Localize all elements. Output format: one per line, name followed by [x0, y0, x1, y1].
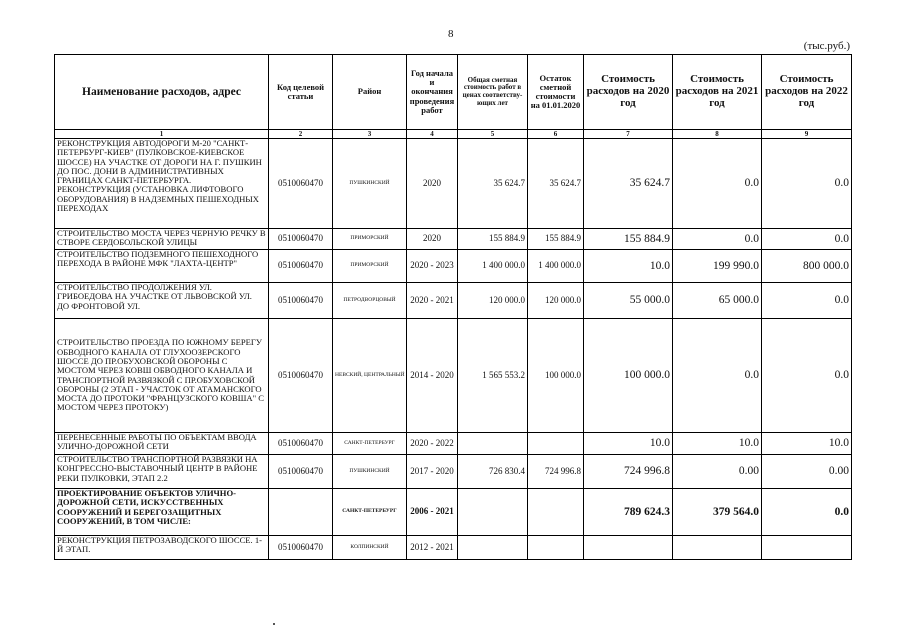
row-2021: 10.0	[673, 433, 762, 455]
header-remainder: Остаток сметной стоимости на 01.01.2020	[528, 55, 584, 130]
row-remainder: 724 996.8	[528, 455, 584, 489]
row-remainder	[528, 433, 584, 455]
row-years: 2006 - 2021	[407, 489, 458, 536]
table-row	[55, 433, 852, 455]
column-number: 7	[584, 130, 673, 139]
row-name: СТРОИТЕЛЬСТВО МОСТА ЧЕРЕЗ ЧЕРНУЮ РЕЧКУ В СТВОРЕ СЕРДОБОЛЬСКОЙ УЛИЦЫ	[55, 229, 269, 250]
row-code: 0510060470	[269, 433, 333, 455]
row-district: ПРИМОРСКИЙ	[333, 229, 407, 250]
row-years: 2012 - 2021	[407, 536, 458, 560]
row-years: 2020 - 2023	[407, 250, 458, 283]
row-name: СТРОИТЕЛЬСТВО ПРОДОЛЖЕНИЯ УЛ. ГРИБОЕДОВА НА УЧАСТКЕ ОТ ЛЬВОВСКОЙ УЛ. ДО ФРОНТОВОЙ УЛ.	[55, 283, 269, 319]
row-remainder: 155 884.9	[528, 229, 584, 250]
row-district: КОЛПИНСКИЙ	[333, 536, 407, 560]
row-2020: 724 996.8	[584, 455, 673, 489]
row-2022: 0.0	[762, 319, 852, 433]
row-code: 0510060470	[269, 139, 333, 229]
row-code: 0510060470	[269, 455, 333, 489]
row-district: ПУШКИНСКИЙ	[333, 139, 407, 229]
row-2021: 379 564.0	[673, 489, 762, 536]
row-name: СТРОИТЕЛЬСТВО ПОДЗЕМНОГО ПЕШЕХОДНОГО ПЕРЕХОДА В РАЙОНЕ МФК "ЛАХТА-ЦЕНТР"	[55, 250, 269, 283]
column-number: 4	[407, 130, 458, 139]
row-name: РЕКОНСТРУКЦИЯ ПЕТРОЗАВОДСКОГО ШОССЕ. 1-Й ЭТАП.	[55, 536, 269, 560]
row-district: НЕВСКИЙ, ЦЕНТРАЛЬНЫЙ	[333, 319, 407, 433]
row-2020: 55 000.0	[584, 283, 673, 319]
row-district: САНКТ-ПЕТЕРБУРГ	[333, 489, 407, 536]
header-2021: Стоимость расходов на 2021 год	[673, 55, 762, 130]
row-total-cost: 35 624.7	[458, 139, 528, 229]
row-total-cost	[458, 489, 528, 536]
column-number: 2	[269, 130, 333, 139]
row-code: 0510060470	[269, 536, 333, 560]
row-2021: 199 990.0	[673, 250, 762, 283]
row-years: 2020 - 2022	[407, 433, 458, 455]
row-years: 2020	[407, 139, 458, 229]
row-2020: 10.0	[584, 250, 673, 283]
row-2020: 10.0	[584, 433, 673, 455]
row-remainder	[528, 536, 584, 560]
row-2020: 100 000.0	[584, 319, 673, 433]
table-row	[55, 250, 852, 283]
row-name: СТРОИТЕЛЬСТВО ПРОЕЗДА ПО ЮЖНОМУ БЕРЕГУ ОБВОДНОГО КАНАЛА ОТ ГЛУХООЗЕРСКОГО ШОССЕ ДО ПР.ОБУХОВСКОЙ ОБОРОНЫ С МОСТОМ ЧЕРЕЗ КОВШ ОБВОДНОГО КАНАЛА И ТРАНСПОРТНОЙ РАЗВЯЗКОЙ С ПР.ОБУХОВСКОЙ ОБОРОНЫ (2 ЭТАП - УЧАСТОК ОТ АТАМАНСКОГО МОСТА ДО ПРОТОКИ "ФРАНЦУЗСКОГО КОВША" С МОСТОМ ЧЕРЕЗ ПРОТОКУ)	[55, 319, 269, 433]
row-code: 0510060470	[269, 319, 333, 433]
row-total-cost: 1 400 000.0	[458, 250, 528, 283]
table-row-subtotal	[55, 489, 852, 536]
header-code: Код целевой статьи	[269, 55, 333, 130]
row-remainder: 100 000.0	[528, 319, 584, 433]
row-2021: 0.0	[673, 319, 762, 433]
row-2021: 0.0	[673, 139, 762, 229]
row-2022: 0.0	[762, 489, 852, 536]
column-number-row	[55, 130, 852, 139]
row-total-cost: 120 000.0	[458, 283, 528, 319]
table-row	[55, 229, 852, 250]
row-total-cost: 155 884.9	[458, 229, 528, 250]
units-label: (тыс.руб.)	[803, 40, 850, 52]
row-2022: 0.0	[762, 283, 852, 319]
row-district: ПЕТРОДВОРЦОВЫЙ	[333, 283, 407, 319]
row-total-cost	[458, 536, 528, 560]
row-2021: 0.00	[673, 455, 762, 489]
column-number: 5	[458, 130, 528, 139]
table-row	[55, 455, 852, 489]
row-remainder: 1 400 000.0	[528, 250, 584, 283]
row-total-cost	[458, 433, 528, 455]
row-code: 0510060470	[269, 283, 333, 319]
row-remainder	[528, 489, 584, 536]
header-row	[55, 55, 852, 130]
column-number: 8	[673, 130, 762, 139]
row-2022: 0.0	[762, 229, 852, 250]
row-2022: 0.00	[762, 455, 852, 489]
row-2020: 35 624.7	[584, 139, 673, 229]
table-row	[55, 536, 852, 560]
row-name: ПРОЕКТИРОВАНИЕ ОБЪЕКТОВ УЛИЧНО-ДОРОЖНОЙ СЕТИ, ИСКУССТВЕННЫХ СООРУЖЕНИЙ И БЕРЕГОЗАЩИТНЫХ СООРУЖЕНИЙ, В ТОМ ЧИСЛЕ:	[55, 489, 269, 536]
row-2022	[762, 536, 852, 560]
row-years: 2020 - 2021	[407, 283, 458, 319]
table-row	[55, 139, 852, 229]
row-code	[269, 489, 333, 536]
column-number: 1	[55, 130, 269, 139]
scan-speck	[273, 623, 275, 625]
row-2021: 65 000.0	[673, 283, 762, 319]
column-number: 6	[528, 130, 584, 139]
header-total-cost: Общая сметная стоимость работ в ценах соответству-ющих лет	[458, 55, 528, 130]
row-2022: 800 000.0	[762, 250, 852, 283]
row-total-cost: 726 830.4	[458, 455, 528, 489]
header-2022: Стоимость расходов на 2022 год	[762, 55, 852, 130]
row-years: 2017 - 2020	[407, 455, 458, 489]
column-number: 3	[333, 130, 407, 139]
row-remainder: 120 000.0	[528, 283, 584, 319]
row-2020	[584, 536, 673, 560]
row-2021	[673, 536, 762, 560]
row-name: СТРОИТЕЛЬСТВО ТРАНСПОРТНОЙ РАЗВЯЗКИ НА КОНГРЕССНО-ВЫСТАВОЧНЫЙ ЦЕНТР В РАЙОНЕ РЕКИ ПУЛКОВКИ, ЭТАП 2.2	[55, 455, 269, 489]
row-years: 2020	[407, 229, 458, 250]
row-district: ПУШКИНСКИЙ	[333, 455, 407, 489]
expenditure-table	[54, 54, 852, 560]
row-2022: 0.0	[762, 139, 852, 229]
row-district: САНКТ-ПЕТЕРБУРГ	[333, 433, 407, 455]
row-name: ПЕРЕНЕСЕННЫЕ РАБОТЫ ПО ОБЪЕКТАМ ВВОДА УЛИЧНО-ДОРОЖНОЙ СЕТИ	[55, 433, 269, 455]
row-code: 0510060470	[269, 229, 333, 250]
row-district: ПРИМОРСКИЙ	[333, 250, 407, 283]
header-district: Район	[333, 55, 407, 130]
header-2020: Стоимость расходов на 2020 год	[584, 55, 673, 130]
row-years: 2014 - 2020	[407, 319, 458, 433]
row-name: РЕКОНСТРУКЦИЯ АВТОДОРОГИ М-20 "САНКТ-ПЕТЕРБУРГ-КИЕВ" (ПУЛКОВСКОЕ-КИЕВСКОЕ ШОССЕ) НА УЧАСТКЕ ОТ ДОРОГИ НА Г. ПУШКИН ДО ПОС. ДОНИ В АДМИНИСТРАТИВНЫХ ГРАНИЦАХ САНКТ-ПЕТЕРБУРГА. РЕКОНСТРУКЦИЯ (УСТАНОВКА ЛИФТОВОГО ОБОРУДОВАНИЯ) В НАДЗЕМНЫХ ПЕШЕХОДНЫХ ПЕРЕХОДАХ	[55, 139, 269, 229]
row-total-cost: 1 565 553.2	[458, 319, 528, 433]
column-number: 9	[762, 130, 852, 139]
row-2020: 789 624.3	[584, 489, 673, 536]
header-years: Год начала и окончания проведения работ	[407, 55, 458, 130]
row-2021: 0.0	[673, 229, 762, 250]
row-2022: 10.0	[762, 433, 852, 455]
page-number: 8	[448, 28, 454, 40]
table-row	[55, 319, 852, 433]
row-remainder: 35 624.7	[528, 139, 584, 229]
header-name: Наименование расходов, адрес	[55, 55, 269, 130]
row-2020: 155 884.9	[584, 229, 673, 250]
table-row	[55, 283, 852, 319]
row-code: 0510060470	[269, 250, 333, 283]
